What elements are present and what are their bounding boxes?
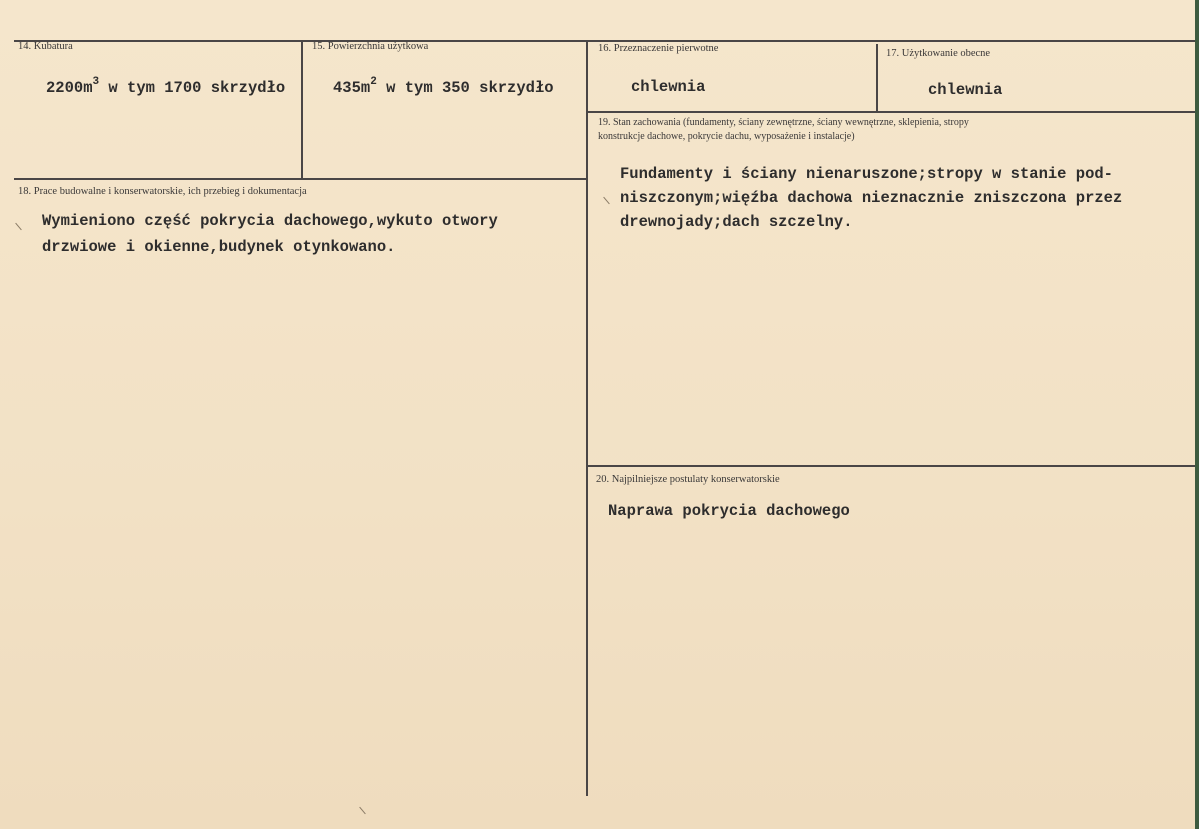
field-19-label-line-1: 19. Stan zachowania (fundamenty, ściany zewnętrzne, ściany wewnętrzne, sklepienia, stropy <box>598 117 969 128</box>
field-18-line-2: drzwiowe i okienne,budynek otynkowano. <box>42 238 396 256</box>
divider-15-16 <box>586 40 588 796</box>
field-16-label: 16. Przeznaczenie pierwotne <box>598 43 719 54</box>
paper-mark <box>359 807 366 815</box>
field-19-line-1: Fundamenty i ściany nienaruszone;stropy w stanie pod- <box>620 165 1113 183</box>
divider-16-17 <box>876 44 878 112</box>
field-17-label: 17. Użytkowanie obecne <box>886 48 991 59</box>
rule-under-14-15 <box>14 178 588 180</box>
field-16-value: chlewnia <box>631 78 706 96</box>
field-20-label: 20. Najpilniejsze postulaty konserwatorskie <box>596 474 780 485</box>
divider-14-15 <box>301 40 303 178</box>
field-14-label: 14. Kubatura <box>18 41 73 52</box>
rule-above-20 <box>588 465 1195 467</box>
field-18-label: 18. Prace budowalne i konserwatorskie, ich przebieg i dokumentacja <box>18 186 307 197</box>
field-15-label: 15. Powierzchnia użytkowa <box>312 41 429 52</box>
field-17-value: chlewnia <box>928 81 1003 99</box>
rule-under-16-17 <box>588 111 1195 113</box>
field-14-value: $2200m^3$ w tym 1700 skrzydło <box>46 76 286 98</box>
paper-mark <box>603 197 610 205</box>
field-19-line-2: niszczonym;więźba dachowa nieznacznie zniszczona przez <box>620 189 1123 207</box>
paper-mark <box>15 223 22 231</box>
field-15-value: $435m^2$ w tym 350 skrzydło <box>333 76 554 98</box>
card-edge <box>1195 0 1199 829</box>
field-20-value: Naprawa pokrycia dachowego <box>608 502 850 520</box>
field-19-line-3: drewnojady;dach szczelny. <box>620 213 853 231</box>
field-19-label-line-2: konstrukcje dachowe, pokrycie dachu, wyposażenie i instalacje) <box>598 131 855 142</box>
field-18-line-1: Wymieniono część pokrycia dachowego,wykuto otwory <box>42 212 498 230</box>
